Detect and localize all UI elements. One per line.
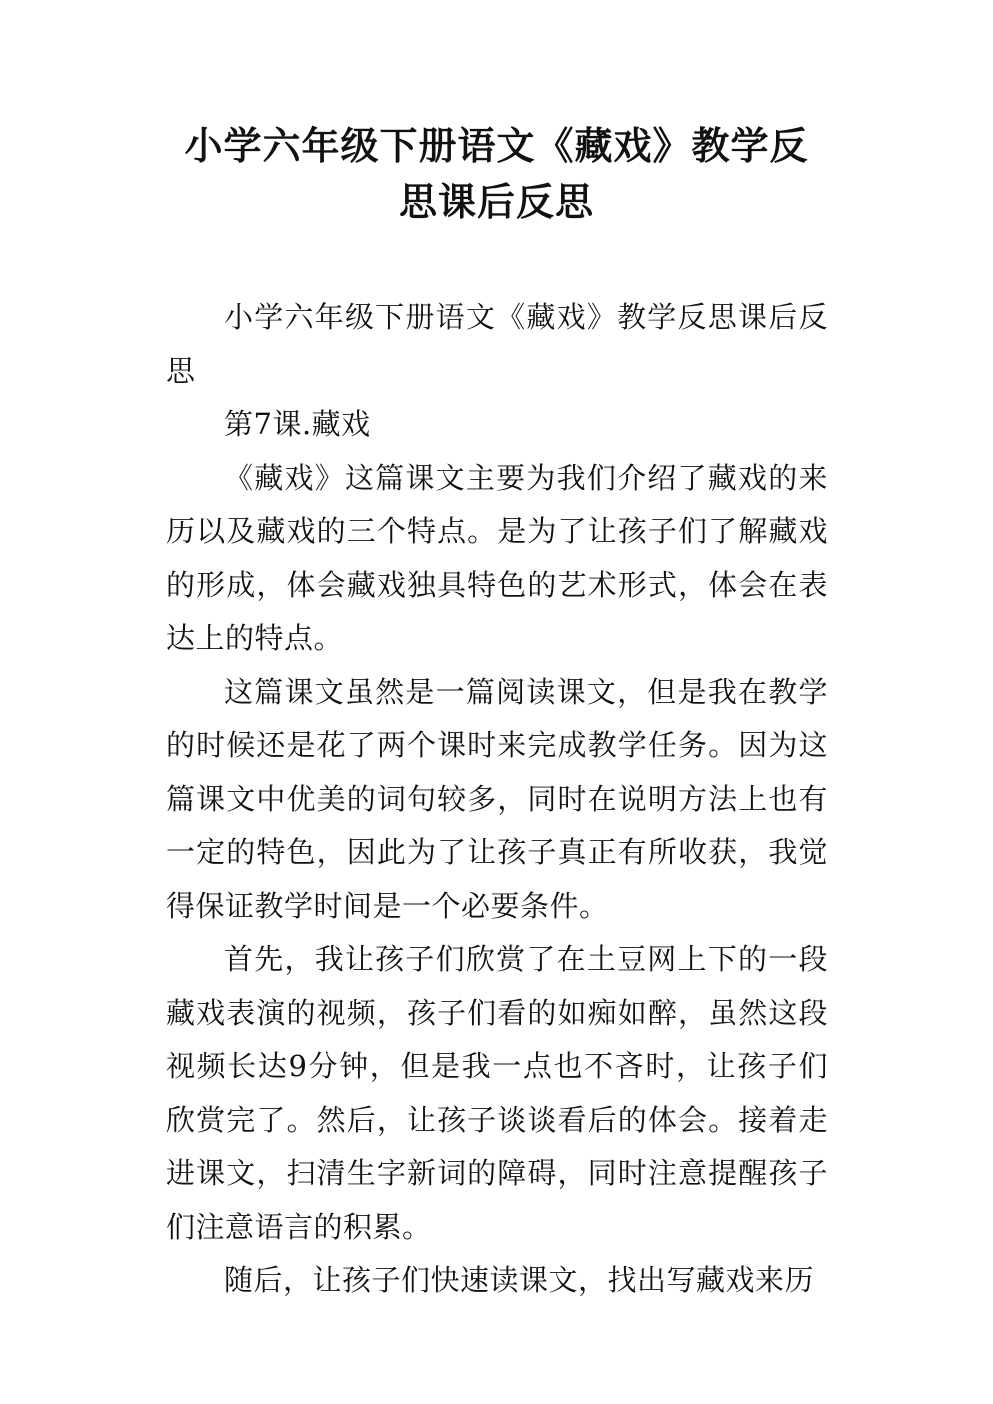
paragraph-teaching-time: 这篇课文虽然是一篇阅读课文，但是我在教学的时候还是花了两个课时来完成教学任务。因为这篇课文中优美的词句较多，同时在说明方法上也有一定的特色，因此为了让孩子真正有所收获，我觉得保证教学时间是一个必要条件。 (166, 674, 828, 923)
paragraph-heading: 小学六年级下册语文《藏戏》教学反思课后反思 (166, 300, 828, 388)
document-body (166, 291, 828, 1308)
title-line-1: 小学六年级下册语文《藏戏》教学反 (184, 124, 809, 168)
paragraph-video: 首先，我让孩子们欣赏了在土豆网上下的一段藏戏表演的视频，孩子们看的如痴如醉，虽然这段视频长达9分钟，但是我一点也不吝时，让孩子们欣赏完了。然后，让孩子谈谈看后的体会。接着走进课文，扫清生字新词的障碍，同时注意提醒孩子们注意语言的积累。 (166, 942, 828, 1244)
document-title (150, 118, 843, 230)
paragraph-intro: 《藏戏》这篇课文主要为我们介绍了藏戏的来历以及藏戏的三个特点。是为了让孩子们了解藏戏的形成，体会藏戏独具特色的艺术形式，体会在表达上的特点。 (166, 460, 828, 655)
title-line-2: 思课后反思 (398, 180, 594, 224)
paragraph-reading: 随后，让孩子们快速读课文，找出写藏戏来历 (224, 1263, 815, 1297)
paragraph-lesson-number: 第7课.藏戏 (224, 407, 371, 441)
